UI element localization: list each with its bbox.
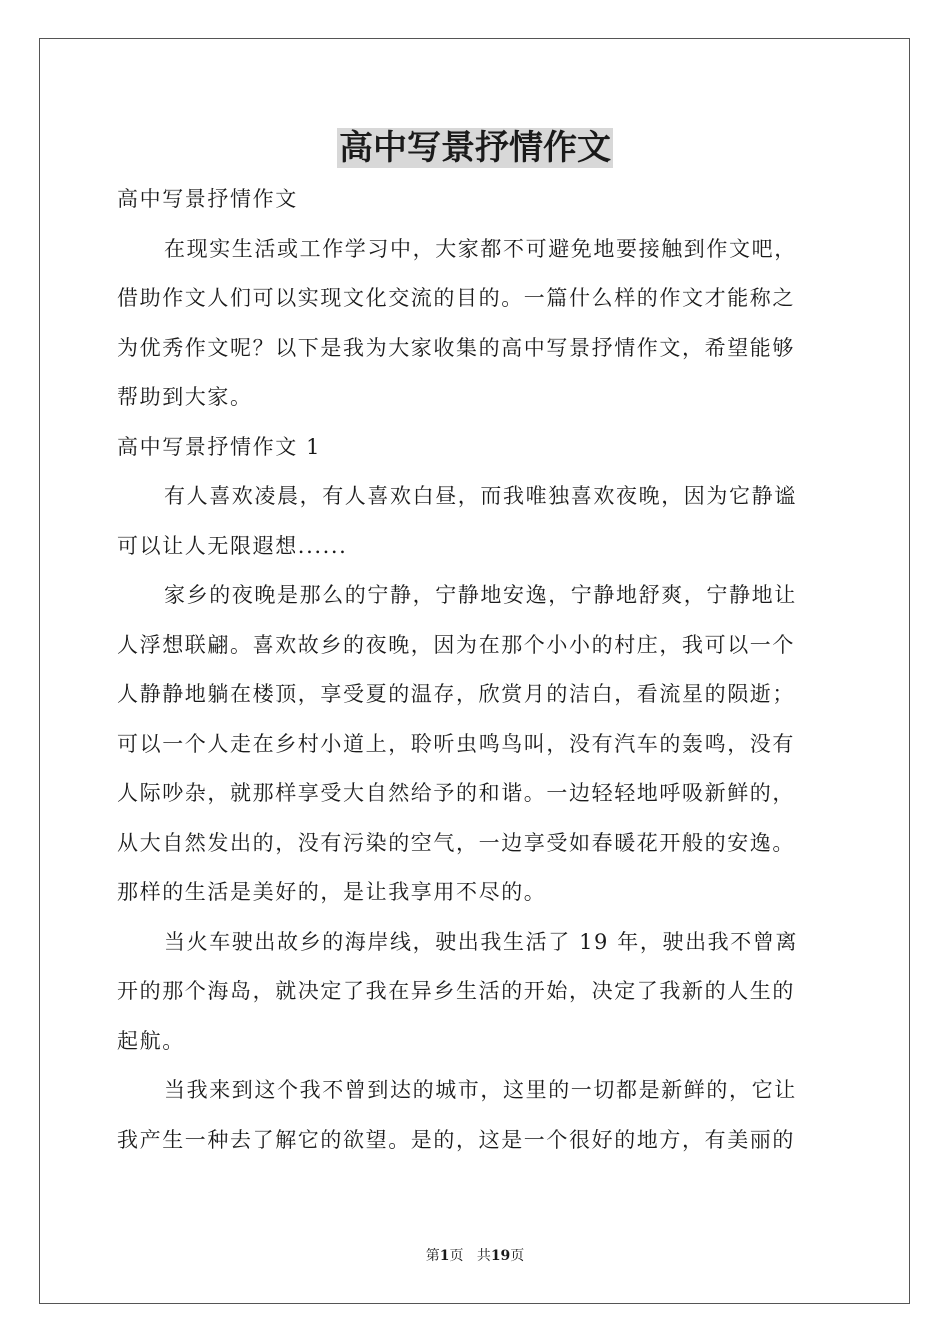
text-line: 可以让人无限遐想...... (117, 533, 348, 558)
footer-total-pages: 19 (490, 1248, 511, 1264)
text-line: 人际吵杂，就那样享受大自然给予的和谐。一边轻轻地呼吸新鲜的， (117, 781, 795, 805)
text-line: 起航。 (117, 1028, 185, 1053)
text-line: 那样的生活是美好的，是让我享用不尽的。 (117, 880, 547, 904)
text-line: 开的那个海岛，就决定了我在异乡生活的开始，决定了我新的人生的 (117, 979, 795, 1003)
text-line: 当火车驶出故乡的海岸线，驶出我生活了 19 年，驶出我不曾离 (164, 929, 799, 954)
document-body (117, 175, 833, 1165)
text-line: 高中写景抒情作文 (117, 187, 298, 211)
page-footer (0, 1246, 950, 1266)
text-line: 借助作文人们可以实现文化交流的目的。一篇什么样的作文才能称之 (117, 286, 795, 310)
text-line: 人浮想联翩。喜欢故乡的夜晚，因为在那个小小的村庄，我可以一个 (117, 632, 795, 657)
text-line: 为优秀作文呢？以下是我为大家收集的高中写景抒情作文，希望能够 (117, 335, 795, 360)
footer-total-prefix: 共 (476, 1248, 491, 1264)
text-line: 当我来到这个我不曾到达的城市，这里的一切都是新鲜的，它让 (164, 1078, 797, 1102)
document-title (0, 124, 950, 172)
footer-total-suffix: 页 (510, 1248, 525, 1264)
footer-page-number: 1 (439, 1248, 450, 1264)
footer-prefix: 第 (425, 1248, 440, 1264)
footer-page-suffix: 页 (449, 1248, 464, 1264)
document-title-text: 高中写景抒情作文 (339, 128, 611, 168)
text-line: 家乡的夜晚是那么的宁静，宁静地安逸，宁静地舒爽，宁静地让 (164, 583, 797, 607)
text-line: 人静静地躺在楼顶，享受夏的温存，欣赏月的洁白，看流星的陨逝； (117, 682, 795, 706)
text-line: 我产生一种去了解它的欲望。是的，这是一个很好的地方，有美丽的 (117, 1127, 795, 1152)
text-line: 可以一个人走在乡村小道上，聆听虫鸣鸟叫，没有汽车的轰鸣，没有 (117, 731, 795, 756)
text-line: 帮助到大家。 (117, 385, 253, 409)
text-line: 高中写景抒情作文 1 (117, 434, 322, 459)
text-line: 从大自然发出的，没有污染的空气，一边享受如春暖花开般的安逸。 (117, 830, 795, 855)
text-line: 在现实生活或工作学习中，大家都不可避免地要接触到作文吧， (164, 236, 797, 261)
text-line: 有人喜欢凌晨，有人喜欢白昼，而我唯独喜欢夜晚，因为它静谧 (164, 484, 797, 508)
